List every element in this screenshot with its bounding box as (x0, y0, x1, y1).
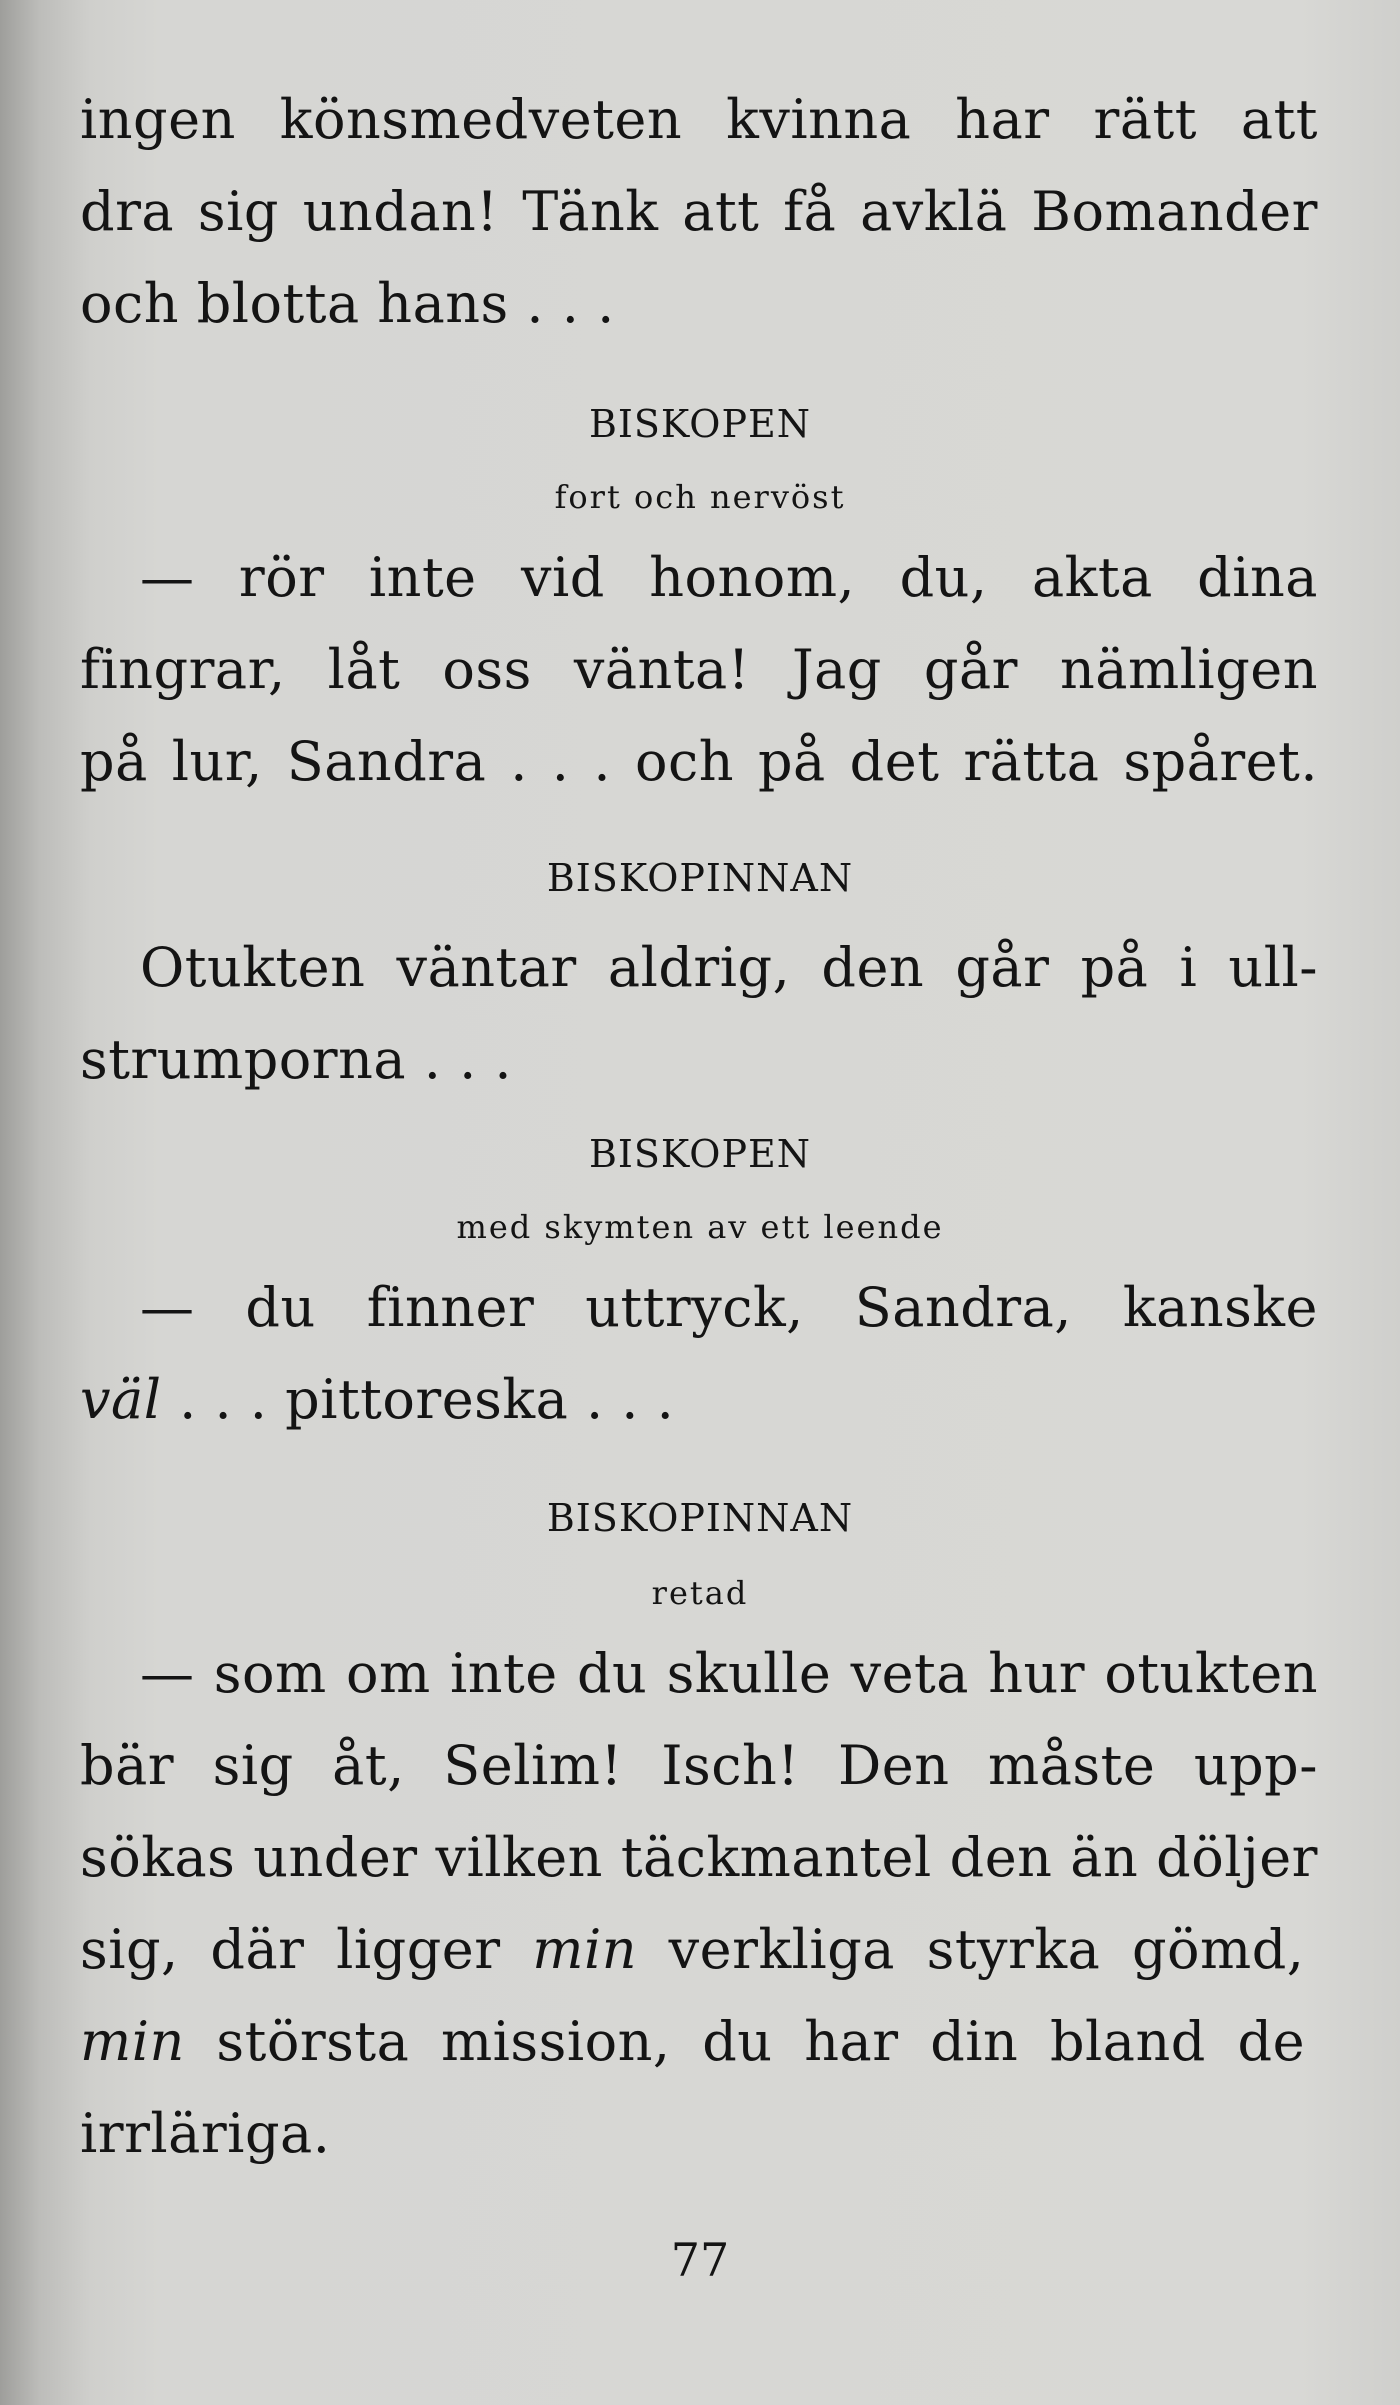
text-span: . . . pittoreska . . . (161, 1368, 675, 1431)
speaker-name: BISKOPINNAN (546, 1496, 854, 1540)
italic-word: väl (80, 1368, 162, 1431)
text-line: — rör inte vid honom, du, akta dina (140, 546, 1318, 609)
text-span: verkliga styrka gömd, (637, 1918, 1305, 1981)
text-line: — som om inte du skulle veta hur otukten (140, 1642, 1318, 1705)
text-line: ingen könsmedveten kvinna har rätt att (80, 88, 1318, 151)
text-line: på lur, Sandra . . . och på det rätta spåret. (80, 730, 1318, 793)
text-span: sig, där ligger (80, 1918, 533, 1981)
stage-direction: retad (651, 1574, 749, 1612)
text-line: och blotta hans . . . (80, 272, 615, 335)
page-number: 77 (670, 2233, 730, 2287)
text-line: sökas under vilken täckmantel den än döljer (80, 1826, 1318, 1889)
text-line: — du finner uttryck, Sandra, kanske (140, 1276, 1318, 1339)
speaker-name: BISKOPEN (588, 1132, 812, 1176)
stage-direction: fort och nervöst (554, 478, 846, 516)
text-line (80, 1910, 1318, 1990)
speaker-name: BISKOPEN (588, 402, 812, 446)
speaker-name: BISKOPINNAN (546, 856, 854, 900)
text-line: dra sig undan! Tänk att få avklä Bomander (80, 180, 1318, 243)
text-line: Otukten väntar aldrig, den går på i ull- (140, 936, 1318, 999)
text-line: fingrar, låt oss vänta! Jag går nämligen (80, 638, 1318, 701)
stage-direction: med skymten av ett leende (456, 1208, 944, 1246)
text-line: strumporna . . . (80, 1028, 513, 1091)
text-line: bär sig åt, Selim! Isch! Den måste upp- (80, 1734, 1318, 1797)
text-line (80, 1360, 1318, 1440)
italic-word: min (532, 1918, 637, 1981)
text-line (80, 2002, 1318, 2082)
text-line: irrläriga. (80, 2102, 331, 2165)
italic-word: min (80, 2010, 185, 2073)
text-span: största mission, du har din bland de (184, 2010, 1306, 2073)
